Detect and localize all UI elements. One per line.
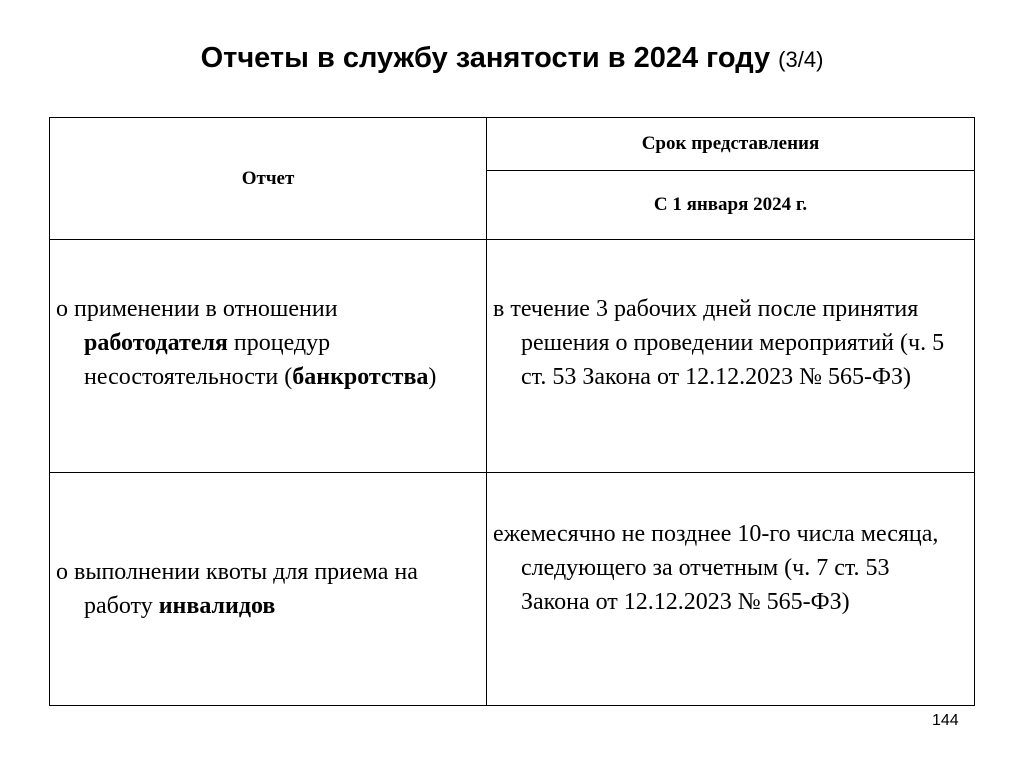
report-text-part: о выполнении квоты для приема на работу	[56, 559, 418, 619]
report-text-part: о применении в отношении	[56, 296, 338, 322]
report-text-part: )	[428, 364, 437, 390]
header-since	[487, 171, 975, 240]
deadline-cell	[487, 473, 975, 706]
report-text-part: процедур несостоятельности (	[84, 330, 331, 390]
report-text	[50, 240, 486, 394]
table-row	[50, 240, 975, 473]
deadline-cell	[487, 240, 975, 473]
report-cell	[50, 240, 487, 473]
report-text-bold: инвалидов	[158, 593, 276, 619]
report-text-bold: банкротства	[292, 364, 429, 390]
header-report	[50, 118, 487, 240]
deadline-text: ежемесячно не позднее 10-го числа месяца, следующего за отчетным (ч. 7 ст. 53 Закона от 12.12.2023 № 565-ФЗ)	[493, 521, 939, 615]
slide-title-text: Отчеты в службу занятости в 2024 году	[200, 42, 771, 74]
header-deadline	[487, 118, 975, 171]
deadline-text: в течение 3 рабочих дней после принятия решения о проведении мероприятий (ч. 5 ст. 53 Закона от 12.12.2023 № 565-ФЗ)	[493, 296, 945, 390]
slide-title-part: (3/4)	[778, 47, 824, 72]
header-report-label: Отчет	[241, 167, 295, 189]
report-text-bold: работодателя	[84, 330, 228, 356]
page-number: 144	[932, 712, 959, 729]
header-deadline-label: Срок представления	[641, 133, 820, 154]
report-cell	[50, 473, 487, 706]
reports-table	[49, 117, 975, 706]
slide-title	[0, 38, 1024, 80]
header-since-label: С 1 января 2024 г.	[653, 194, 808, 215]
report-text	[50, 555, 486, 623]
table-row	[50, 473, 975, 706]
